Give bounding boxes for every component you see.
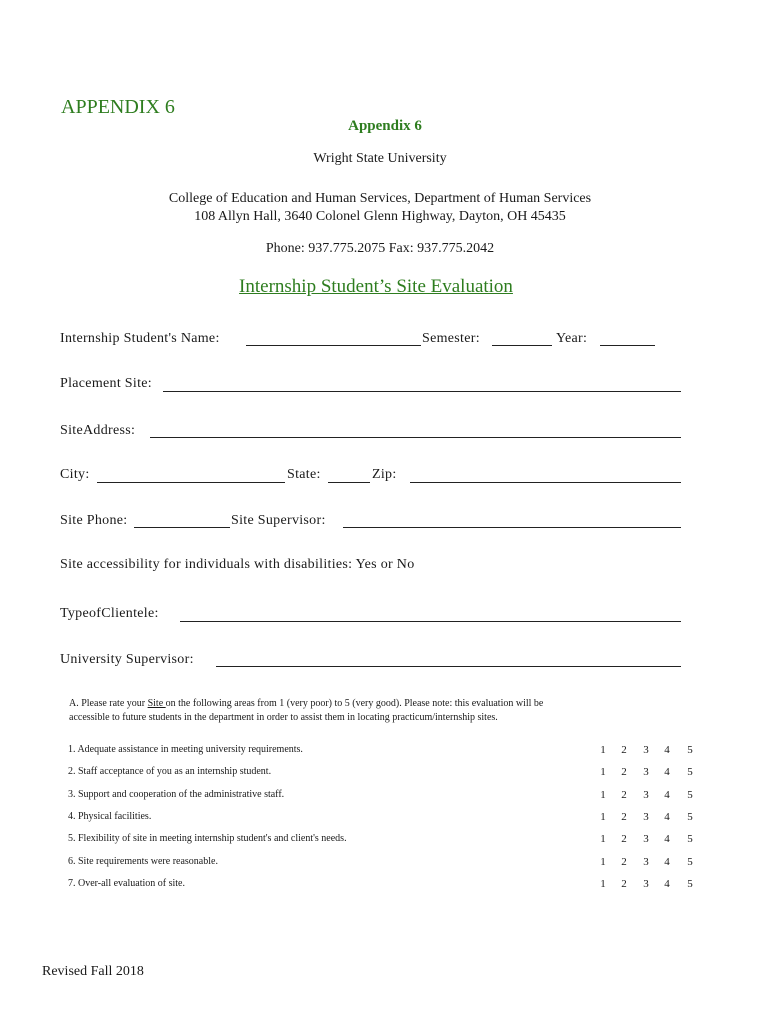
rating-option-q7-2[interactable]: 2: [621, 878, 627, 890]
rating-option-q5-4[interactable]: 4: [664, 833, 670, 845]
student-name-label: Internship Student's Name:: [60, 331, 220, 346]
clientele-field[interactable]: [180, 621, 681, 622]
rating-intro-site: Site: [147, 698, 166, 709]
site-phone-label: Site Phone:: [60, 513, 128, 528]
rating-question-4: 4. Physical facilities.: [68, 811, 152, 822]
placement-site-field[interactable]: [163, 391, 681, 392]
rating-question-7: 7. Over-all evaluation of site.: [68, 878, 185, 889]
rating-option-q4-2[interactable]: 2: [621, 811, 627, 823]
rating-option-q5-2[interactable]: 2: [621, 833, 627, 845]
site-supervisor-label: Site Supervisor:: [231, 513, 326, 528]
placement-site-label: Placement Site:: [60, 376, 152, 391]
student-name-row: [60, 331, 220, 347]
college-address: 108 Allyn Hall, 3640 Colonel Glenn Highway, Dayton, OH 45435: [194, 209, 566, 224]
rating-question-5: 5. Flexibility of site in meeting internship student's and client's needs.: [68, 833, 347, 844]
rating-option-q1-4[interactable]: 4: [664, 744, 670, 756]
rating-option-q5-5[interactable]: 5: [687, 833, 693, 845]
rating-option-q6-1[interactable]: 1: [600, 856, 606, 868]
site-address-field[interactable]: [150, 437, 681, 438]
appendix-heading: APPENDIX 6: [61, 96, 175, 118]
city-field[interactable]: [97, 482, 285, 483]
zip-field[interactable]: [410, 482, 681, 483]
rating-option-q6-3[interactable]: 3: [643, 856, 649, 868]
university-name: Wright State University: [313, 151, 447, 166]
rating-option-q5-1[interactable]: 1: [600, 833, 606, 845]
state-field[interactable]: [328, 482, 370, 483]
semester-field[interactable]: [492, 345, 552, 346]
rating-option-q2-2[interactable]: 2: [621, 766, 627, 778]
rating-option-q2-1[interactable]: 1: [600, 766, 606, 778]
rating-option-q2-3[interactable]: 3: [643, 766, 649, 778]
rating-option-q3-1[interactable]: 1: [600, 789, 606, 801]
rating-option-q1-1[interactable]: 1: [600, 744, 606, 756]
rating-option-q1-3[interactable]: 3: [643, 744, 649, 756]
semester-label: Semester:: [422, 331, 480, 346]
rating-question-1: 1. Adequate assistance in meeting university requirements.: [68, 744, 303, 755]
form-title: Internship Student’s Site Evaluation: [239, 276, 513, 297]
rating-option-q4-4[interactable]: 4: [664, 811, 670, 823]
rating-option-q7-4[interactable]: 4: [664, 878, 670, 890]
university-supervisor-label: University Supervisor:: [60, 652, 194, 667]
appendix-subheading: Appendix 6: [348, 118, 422, 134]
site-phone-field[interactable]: [134, 527, 230, 528]
rating-option-q3-5[interactable]: 5: [687, 789, 693, 801]
rating-option-q7-5[interactable]: 5: [687, 878, 693, 890]
college-name: College of Education and Human Services, Department of Human Services: [168, 191, 592, 206]
rating-instructions: [69, 697, 669, 725]
accessibility-question: Site accessibility for individuals with disabilities: Yes or No: [60, 557, 415, 572]
rating-option-q7-3[interactable]: 3: [643, 878, 649, 890]
rating-option-q1-2[interactable]: 2: [621, 744, 627, 756]
clientele-label: TypeofClientele:: [60, 606, 159, 621]
rating-option-q1-5[interactable]: 5: [687, 744, 693, 756]
rating-option-q3-3[interactable]: 3: [643, 789, 649, 801]
zip-label: Zip:: [372, 467, 397, 482]
rating-intro-rest: on the following areas from 1 (very poor) to 5 (very good). Please note: this evaluation will be: [165, 698, 544, 709]
state-label: State:: [287, 467, 321, 482]
rating-option-q6-4[interactable]: 4: [664, 856, 670, 868]
rating-option-q7-1[interactable]: 1: [600, 878, 606, 890]
site-address-label: SiteAddress:: [60, 423, 136, 438]
rating-option-q6-2[interactable]: 2: [621, 856, 627, 868]
rating-question-3: 3. Support and cooperation of the administrative staff.: [68, 789, 285, 800]
university-supervisor-field[interactable]: [216, 666, 681, 667]
rating-option-q3-2[interactable]: 2: [621, 789, 627, 801]
rating-option-q2-5[interactable]: 5: [687, 766, 693, 778]
rating-option-q4-3[interactable]: 3: [643, 811, 649, 823]
rating-option-q3-4[interactable]: 4: [664, 789, 670, 801]
rating-intro-line2: accessible to future students in the department in order to assist them in locating practicum/internship sites.: [69, 712, 498, 723]
student-name-field[interactable]: [246, 345, 421, 346]
rating-option-q6-5[interactable]: 5: [687, 856, 693, 868]
rating-option-q4-1[interactable]: 1: [600, 811, 606, 823]
phone-fax: Phone: 937.775.2075 Fax: 937.775.2042: [265, 241, 495, 256]
site-supervisor-field[interactable]: [343, 527, 681, 528]
rating-intro-prefix: A. Please rate your: [69, 698, 148, 709]
rating-question-2: 2. Staff acceptance of you as an internship student.: [68, 766, 272, 777]
year-field[interactable]: [600, 345, 655, 346]
year-label: Year:: [556, 331, 588, 346]
rating-option-q4-5[interactable]: 5: [687, 811, 693, 823]
revised-date: Revised Fall 2018: [42, 964, 144, 979]
city-label: City:: [60, 467, 90, 482]
rating-question-6: 6. Site requirements were reasonable.: [68, 856, 218, 867]
rating-option-q2-4[interactable]: 4: [664, 766, 670, 778]
rating-option-q5-3[interactable]: 3: [643, 833, 649, 845]
